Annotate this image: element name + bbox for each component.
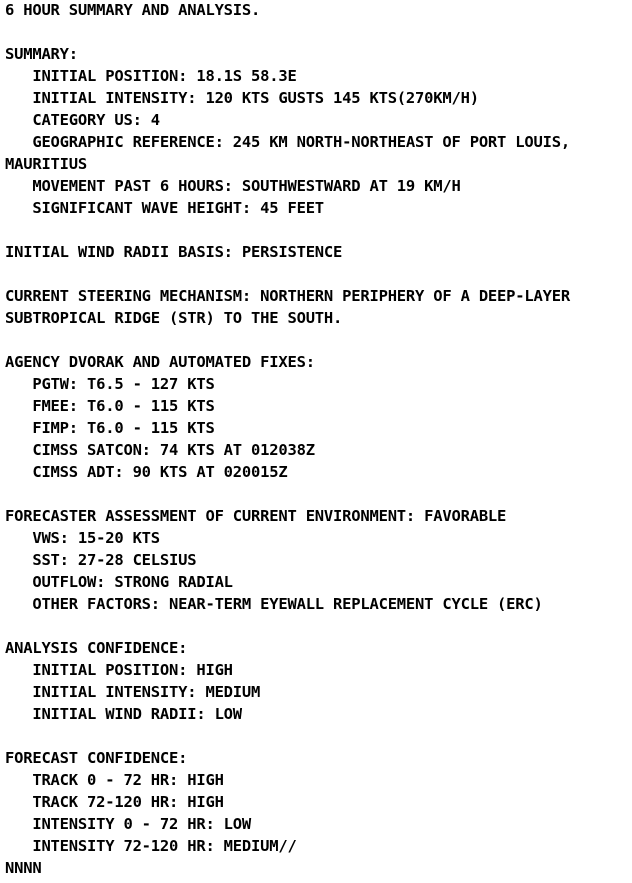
blank-line [5,329,632,351]
text-line: SUMMARY: [5,45,78,63]
text-line: INITIAL WIND RADII: LOW [5,705,242,723]
text-line: MOVEMENT PAST 6 HOURS: SOUTHWESTWARD AT 19 KM/H [5,177,461,195]
text-line: AGENCY DVORAK AND AUTOMATED FIXES: [5,353,315,371]
text-line: FORECASTER ASSESSMENT OF CURRENT ENVIRONMENT: FAVORABLE [5,507,507,525]
text-line: TRACK 0 - 72 HR: HIGH [5,771,224,789]
text-line: SUBTROPICAL RIDGE (STR) TO THE SOUTH. [5,309,343,327]
text-line: CIMSS ADT: 90 KTS AT 020015Z [5,463,288,481]
blank-line [5,21,632,43]
text-line: INTENSITY 72-120 HR: MEDIUM// [5,837,297,855]
text-line: INTENSITY 0 - 72 HR: LOW [5,815,252,833]
text-line: INITIAL INTENSITY: 120 KTS GUSTS 145 KTS(270KM/H) [5,89,479,107]
text-line: SST: 27-28 CELSIUS [5,551,197,569]
text-line: TRACK 72-120 HR: HIGH [5,793,224,811]
text-line: VWS: 15-20 KTS [5,529,160,547]
text-line: INITIAL INTENSITY: MEDIUM [5,683,261,701]
text-line: OTHER FACTORS: NEAR-TERM EYEWALL REPLACEMENT CYCLE (ERC) [5,595,543,613]
text-line: GEOGRAPHIC REFERENCE: 245 KM NORTH-NORTHEAST OF PORT LOUIS, [5,133,570,151]
text-line: FMEE: T6.0 - 115 KTS [5,397,215,415]
blank-line [5,483,632,505]
text-line: CURRENT STEERING MECHANISM: NORTHERN PERIPHERY OF A DEEP-LAYER [5,287,570,305]
text-line: INITIAL POSITION: 18.1S 58.3E [5,67,297,85]
blank-line [5,725,632,747]
text-line: INITIAL WIND RADII BASIS: PERSISTENCE [5,243,343,261]
text-line: SIGNIFICANT WAVE HEIGHT: 45 FEET [5,199,324,217]
text-line: PGTW: T6.5 - 127 KTS [5,375,215,393]
text-line: INITIAL POSITION: HIGH [5,661,233,679]
text-line: FIMP: T6.0 - 115 KTS [5,419,215,437]
text-line: CIMSS SATCON: 74 KTS AT 012038Z [5,441,315,459]
blank-line [5,615,632,637]
text-line: OUTFLOW: STRONG RADIAL [5,573,233,591]
text-line: MAURITIUS [5,155,88,173]
text-line: ANALYSIS CONFIDENCE: [5,639,188,657]
text-line: CATEGORY US: 4 [5,111,160,129]
text-line: FORECAST CONFIDENCE: [5,749,188,767]
text-line: NNNN [5,859,42,877]
blank-line [5,263,632,285]
blank-line [5,219,632,241]
text-line: 6 HOUR SUMMARY AND ANALYSIS. [5,1,261,19]
